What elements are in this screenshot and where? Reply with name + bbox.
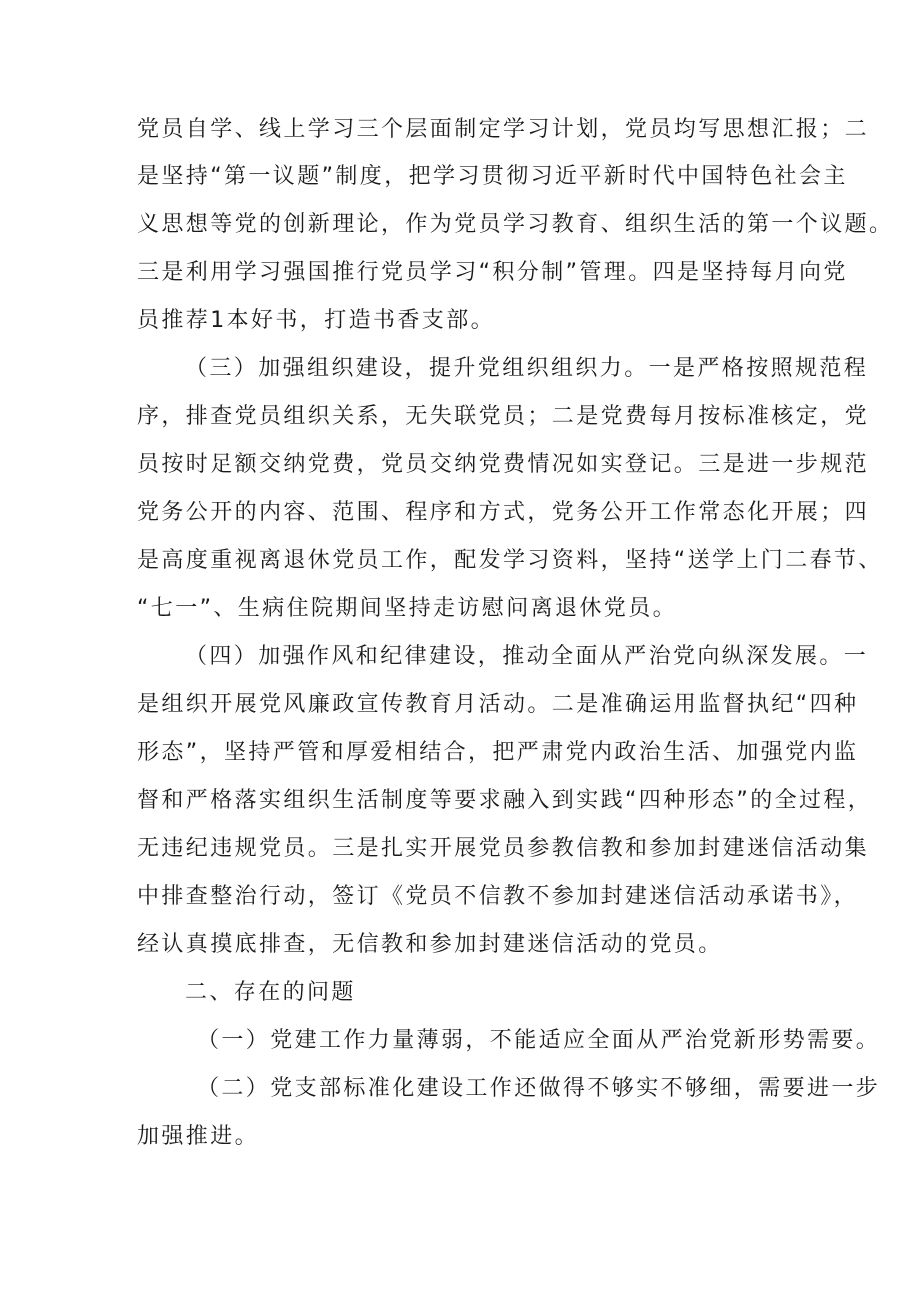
text-line: 党员自学、线上学习三个层面制定学习计划，党员均写思想汇报；二: [137, 117, 870, 142]
problem-item-1: （一）党建工作力量薄弱，不能适应全面从严治党新形势需要。: [197, 1028, 881, 1053]
text-line: 义思想等党的创新理论，作为党员学习教育、组织生活的第一个议题。: [137, 212, 894, 237]
text-line: 加强推进。: [137, 1124, 260, 1149]
text-line: 形态”，坚持严管和厚爱相结合，把严肃党内政治生活、加强党内监: [137, 740, 859, 765]
text-line: 员推荐1本好书，打造书香支部。: [137, 308, 495, 333]
text-line: 员按时足额交纳党费，党员交纳党费情况如实登记。三是进一步规范: [137, 452, 870, 477]
text-line: 三是利用学习强国推行党员学习“积分制”管理。四是坚持每月向党: [137, 260, 848, 285]
text-line: 无违纪违规党员。三是扎实开展党员参教信教和参加封建迷信活动集: [137, 836, 870, 861]
text-line: “七一”、生病住院期间坚持走访慰问离退休党员。: [137, 596, 677, 621]
text-line: 是组织开展党风廉政宣传教育月活动。二是准确运用监督执纪“四种: [137, 692, 859, 717]
text-line: 督和严格落实组织生活制度等要求融入到实践“四种形态”的全过程，: [137, 788, 873, 813]
text-line: 序，排查党员组织关系，无失联党员；二是党费每月按标准核定，党: [137, 404, 870, 429]
text-line: 中排查整治行动，签订《党员不信教不参加封建迷信活动承诺书》，: [137, 884, 859, 909]
text-line: 党务公开的内容、范围、程序和方式，党务公开工作常态化开展；四: [137, 500, 870, 525]
text-line: 是高度重视离退休党员工作，配发学习资料，坚持“送学上门二春节、: [137, 548, 883, 573]
section-heading-line: （四）加强作风和纪律建设，推动全面从严治党向纵深发展。一: [185, 644, 869, 669]
text-line: 是坚持“第一议题”制度，把学习贯彻习近平新时代中国特色社会主: [137, 164, 848, 189]
text-line: 经认真摸底排查，无信教和参加封建迷信活动的党员。: [137, 932, 723, 957]
section-heading-line: （三）加强组织建设，提升党组织组织力。一是严格按照规范程: [185, 356, 869, 381]
chapter-heading: 二、存在的问题: [185, 980, 356, 1005]
problem-item-2: （二）党支部标准化建设工作还做得不够实不够细，需要进一步: [197, 1076, 881, 1101]
